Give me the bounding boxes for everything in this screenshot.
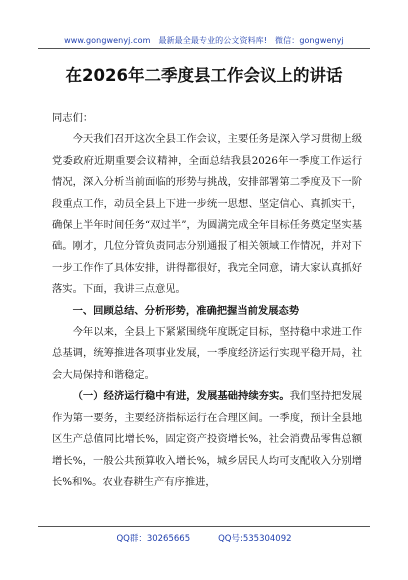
paragraph-economy — [52, 386, 362, 493]
header-site-link[interactable]: www.gongwenyj.com — [64, 36, 151, 45]
page-header — [0, 8, 408, 48]
footer-qq-number: QQ号:535304092 — [218, 534, 292, 544]
paragraph-opening: 今天我们召开这次全县工作会议，主要任务是深入学习贯彻上级党委政府近期重要会议精神，全面总结我县2026年一季度工作运行情况，深入分析当前面临的形势与挑战，安排部署第二季度及下一阶段重点工作，动员全县上下进一步统一思想、坚定信心、真抓实干，确保上半年时间任务“双过半”，为圆满完成全年目标任务奠定坚实基础。刚才，几位分管负责同志分别通报了相关领域工作情况，并对下一步工作作了具体安排，讲得都很好，我完全同意，请大家认真抓好落实。下面，我讲三点意见。 — [52, 133, 362, 296]
header-wechat: 微信：gongwenyj — [275, 36, 344, 45]
salutation: 同志们： — [52, 112, 94, 124]
section-heading-1: 一、回顾总结、分析形势，准确把握当前发展态势 — [72, 304, 300, 317]
document-body — [52, 108, 362, 493]
footer-qq-group: QQ群：30265665 — [116, 534, 191, 544]
header-divider — [38, 48, 370, 49]
header-slogan: 最新最全最专业的公文资料库! — [158, 36, 268, 45]
header-banner — [0, 35, 408, 46]
subsection-heading-1: （一）经济运行稳中有进，发展基础持续夯实。 — [72, 390, 290, 403]
page-footer — [0, 532, 408, 544]
subsection-text-1: 我们坚持把发展作为第一要务，主要经济指标运行在合理区间。一季度，预计全县地区生产总值同比增长%，固定资产投资增长%，社会消费品零售总额增长%，一般公共预算收入增长%，城乡居民人均可支配收入分别增长%和%。农业春耕生产有序推进， — [52, 390, 363, 488]
paragraph-review: 今年以来，全县上下紧紧围绕年度既定目标，坚持稳中求进工作总基调，统筹推进各项事业发展，一季度经济运行实现平稳开局，社会大局保持和谐稳定。 — [52, 326, 362, 381]
footer-divider — [38, 526, 370, 527]
document-title: 在2026年二季度县工作会议上的讲话 — [65, 66, 343, 85]
